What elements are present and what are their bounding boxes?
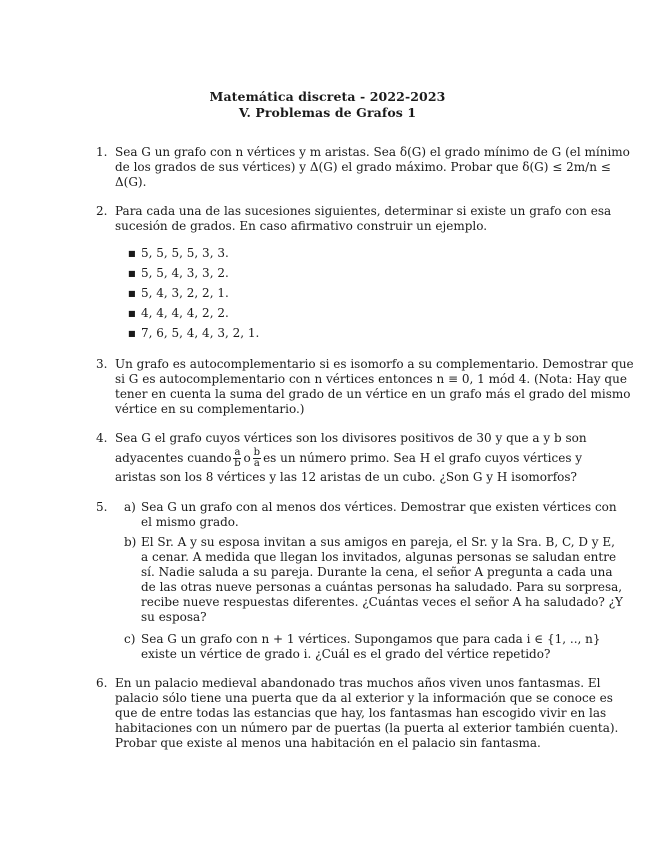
problem-text-line: Probar que existe al menos una habitación en el palacio sin fantasma. <box>115 736 541 750</box>
problem-text-line: Sea G un grafo con al menos dos vértices. Demostrar que existen vértices con <box>141 500 617 514</box>
problem-text-line: En un palacio medieval abandonado tras muchos años viven unos fantasmas. El <box>115 676 601 690</box>
problem-number: 3. <box>96 357 108 371</box>
problem-text-line: si G es autocomplementario con n vértices entonces n ≡ 0, 1 mód 4. (Nota: Hay que <box>115 372 627 386</box>
problem-number: 6. <box>96 676 108 690</box>
fraction-b-over-a <box>253 448 261 469</box>
bullet-icon: ■ <box>128 269 136 278</box>
fraction-a-over-b <box>233 448 241 469</box>
subproblem-label: b) <box>124 535 137 549</box>
problem-text-line: aristas son los 8 vértices y las 12 aristas de un cubo. ¿Son G y H isomorfos? <box>115 470 577 484</box>
problem-text-line: Δ(G). <box>115 175 147 189</box>
problem-number: 5. <box>96 500 108 514</box>
text-span: o <box>243 450 251 465</box>
bullet-icon: ■ <box>128 289 136 298</box>
problem-text-line-with-fractions <box>115 446 583 470</box>
bullet-icon: ■ <box>128 309 136 318</box>
problem-text-line: sucesión de grados. En caso afirmativo construir un ejemplo. <box>115 219 488 233</box>
problem-text-line: sí. Nadie saluda a su pareja. Durante la cena, el señor A pregunta a cada una <box>141 565 613 579</box>
problem-text-line: El Sr. A y su esposa invitan a sus amigos en pareja, el Sr. y la Sra. B, C, D y E, <box>141 535 615 549</box>
problem-number: 4. <box>96 431 108 445</box>
problem-text-line: Sea G un grafo con n vértices y m aristas. Sea δ(G) el grado mínimo de G (el mínimo <box>115 145 630 159</box>
fraction-denominator: a <box>253 457 260 469</box>
list-item: 7, 6, 5, 4, 4, 3, 2, 1. <box>141 326 260 340</box>
problem-text-line: Sea G el grafo cuyos vértices son los divisores positivos de 30 y que a y b son <box>115 431 587 445</box>
problem-text-line: de las otras nueve personas a cuántas personas ha saludado. Para su sorpresa, <box>141 580 623 594</box>
problem-text-line: tener en cuenta la suma del grado de un vértice en un grafo más el grado del mismo <box>115 387 631 401</box>
problem-text-line: el mismo grado. <box>141 515 239 529</box>
bullet-icon: ■ <box>128 249 136 258</box>
subproblem-label: c) <box>124 632 136 646</box>
problem-text-line: recibe nueve respuestas diferentes. ¿Cuántas veces el señor A ha saludado? ¿Y <box>141 595 623 609</box>
problem-text-line: su esposa? <box>141 610 207 624</box>
problem-text-line: que de entre todas las estancias que hay, los fantasmas han escogido vivir en las <box>115 706 607 720</box>
document-subtitle: V. Problemas de Grafos 1 <box>238 105 417 120</box>
problem-text-line: palacio sólo tiene una puerta que da al exterior y la información que se conoce es <box>115 691 613 705</box>
problem-text-line: habitaciones con un número par de puertas (la puerta al exterior también cuenta). <box>115 721 619 735</box>
problem-text-line: Un grafo es autocomplementario si es isomorfo a su complementario. Demostrar que <box>115 357 634 371</box>
problem-text-line: Sea G un grafo con n + 1 vértices. Supongamos que para cada i ∈ {1, .., n} <box>141 632 601 646</box>
problem-text-line: Para cada una de las sucesiones siguientes, determinar si existe un grafo con esa <box>115 204 612 218</box>
fraction-numerator: a <box>234 446 241 458</box>
problem-number: 1. <box>96 145 108 159</box>
list-item: 5, 5, 5, 5, 3, 3. <box>141 246 229 260</box>
list-item: 4, 4, 4, 4, 2, 2. <box>141 306 229 320</box>
text-span: es un número primo. Sea H el grafo cuyos vértices y <box>263 450 583 465</box>
fraction-denominator: b <box>234 457 241 469</box>
problem-number: 2. <box>96 204 108 218</box>
list-item: 5, 5, 4, 3, 3, 2. <box>141 266 229 280</box>
problem-text-line: vértice en su complementario.) <box>115 402 305 416</box>
subproblem-label: a) <box>124 500 136 514</box>
text-span: adyacentes cuando <box>115 450 232 465</box>
list-item: 5, 4, 3, 2, 2, 1. <box>141 286 229 300</box>
problem-text-line: existe un vértice de grado i. ¿Cuál es el grado del vértice repetido? <box>141 647 551 661</box>
problem-text-line: a cenar. A medida que llegan los invitados, algunas personas se saludan entre <box>141 550 617 564</box>
bullet-icon: ■ <box>128 329 136 338</box>
problem-text-line: de los grados de sus vértices) y Δ(G) el grado máximo. Probar que δ(G) ≤ 2m/n ≤ <box>115 160 611 174</box>
fraction-numerator: b <box>253 446 261 458</box>
document-title: Matemática discreta - 2022-2023 <box>209 89 446 104</box>
